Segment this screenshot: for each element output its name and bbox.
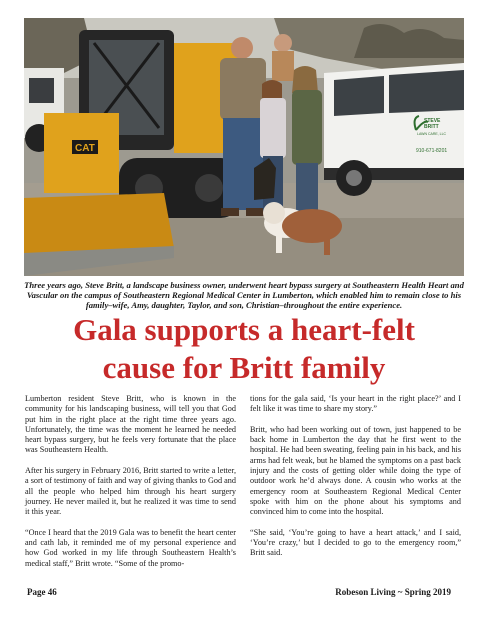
paragraph: tions for the gala said, ‘Is your heart in the right place?’ and I felt like it was time to share my story.” (250, 394, 461, 414)
page-number: Page 46 (27, 587, 57, 597)
cat-logo: CAT (75, 143, 95, 154)
cover-photo (24, 18, 464, 276)
headline-line-1: Gala supports a heart-felt (73, 312, 415, 347)
truck-phone: 910-671-8201 (416, 148, 448, 154)
headline-line-2: cause for Britt family (102, 350, 386, 385)
paragraph: “She said, ‘You’re going to have a heart attack,’ and I said, ‘You’re crazy,’ but I decided to go to the emergency room,” Britt said. (250, 527, 461, 558)
photo-caption: Three years ago, Steve Britt, a landscape business owner, underwent heart bypass surgery at Southeastern Health Heart and Vascular on the campus of Southeastern Regional Medical Center in Lumberton, which enabled him to remain close to his family–wife, Amy, daughter, Taylor, and son, Christian–throughout the entire experience. (24, 280, 464, 311)
article-column-right (250, 394, 461, 569)
right-truck (324, 63, 464, 196)
publication-name: Robeson Living ~ Spring 2019 (335, 587, 451, 597)
truck-logo-line3: LAWN CARE, LLC (417, 132, 447, 136)
truck-logo-line1: STEVE (424, 118, 441, 124)
truck-logo (409, 116, 457, 144)
paragraph: Lumberton resident Steve Britt, who is known in the community for his landscaping business, will tell you that God put him in the right place at the right time three years ago. Unfortunately, the time was the moment he learned he needed heart bypass surgery, but he feels very fortunate that the place was Southeastern Health. (25, 394, 236, 455)
paragraph: “Once I heard that the 2019 Gala was to benefit the heart center and cath lab, it reminded me of my personal experience and how God worked in my life through Southeastern Health’s medical staff,” Britt wrote. “Some of the promo- (25, 527, 236, 568)
family-photo-illustration (24, 18, 464, 276)
paragraph: After his surgery in February 2016, Britt started to write a letter, a sort of testimony of faith and way of giving thanks to God and all the people who helped him through his heart surgery journey. He never mailed it, but he realized it was time to send it this year. (25, 466, 236, 517)
truck-logo-line2: BRITT (424, 124, 439, 130)
article-headline (20, 311, 468, 387)
paragraph: Britt, who had been working out of town, just happened to be back home in Lumberton the day that he first went to the hospital. He had been sweating, feeling pain in his back, and his arms had felt weak, but he blamed the symptoms on a past back injury and the costs of getting older while doing the type of outdoor work he’d always done. A cousin who works at the emergency room at Southeastern Regional Medical Center spoke with him on the phone about his symptoms and convinced him to come into the hospital. (250, 424, 461, 517)
article-column-left (25, 394, 236, 579)
